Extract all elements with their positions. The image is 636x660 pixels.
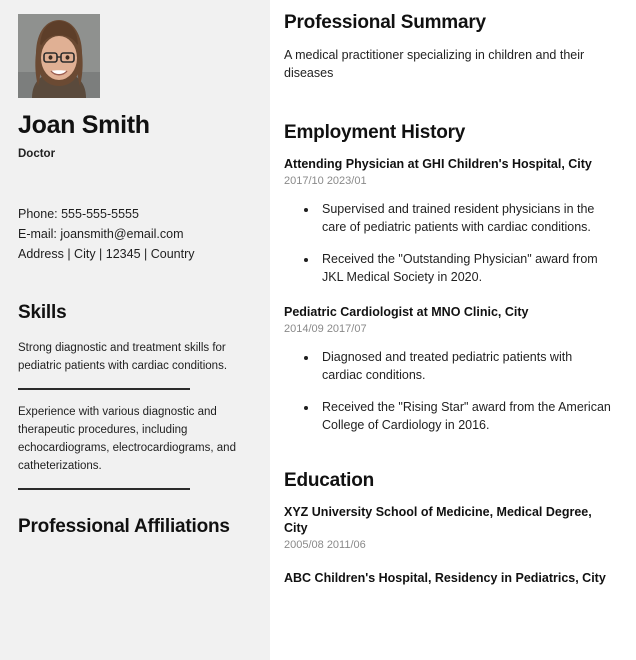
skills-section (18, 302, 252, 491)
entry-bullets (284, 348, 614, 434)
affiliations-section (18, 516, 252, 538)
entry-bullets (284, 200, 614, 286)
affiliations-heading: Professional Affiliations (18, 516, 230, 538)
education-entry (284, 570, 614, 586)
employment-entry (284, 304, 614, 434)
contact-address: Address | City | 12345 | Country (18, 246, 195, 261)
job-title: Doctor (18, 147, 56, 160)
avatar (18, 14, 100, 98)
list-item: • Received the "Rising Star" award from the American College of Cardiology in 2016. (318, 398, 614, 434)
entry-title: Attending Physician at GHI Children's Hospital, City (284, 157, 592, 171)
entry-dates: 2014/09 2017/07 (284, 323, 367, 335)
contact-details (18, 204, 252, 264)
summary-heading: Professional Summary (284, 12, 486, 33)
employment-history-section (284, 122, 614, 434)
main-content (270, 0, 636, 660)
contact-phone: Phone: 555-555-5555 (18, 206, 139, 221)
professional-summary-section (284, 12, 614, 82)
skills-heading: Skills (18, 301, 67, 323)
entry-dates: 2005/08 2011/06 (284, 539, 366, 551)
skill-item: Strong diagnostic and treatment skills for pediatric patients with cardiac conditions. (18, 342, 228, 373)
section-divider (18, 488, 190, 490)
list-item: • Diagnosed and treated pediatric patients with cardiac conditions. (318, 348, 614, 384)
skill-item: Experience with various diagnostic and therapeutic procedures, including echocardiograms, electrocardiograms, and catheterizations. (18, 406, 236, 473)
employment-entry (284, 156, 614, 286)
employment-heading: Employment History (284, 122, 466, 143)
page-title: Joan Smith (18, 111, 150, 139)
education-heading: Education (284, 470, 375, 491)
entry-title: Pediatric Cardiologist at MNO Clinic, City (284, 305, 529, 319)
education-entry (284, 504, 614, 552)
entry-title: XYZ University School of Medicine, Medical Degree, City (284, 505, 592, 535)
list-item: • Supervised and trained resident physicians in the care of pediatric patients with cardiac conditions. (318, 200, 614, 236)
education-section (284, 470, 614, 586)
entry-dates: 2017/10 2023/01 (284, 175, 367, 187)
summary-text: A medical practitioner specializing in children and their diseases (284, 48, 585, 80)
section-divider (18, 388, 190, 390)
list-item: • Received the "Outstanding Physician" award from JKL Medical Society in 2020. (318, 250, 614, 286)
contact-email: E-mail: joansmith@email.com (18, 226, 184, 241)
entry-title: ABC Children's Hospital, Residency in Pediatrics, City (284, 571, 606, 585)
sidebar (0, 0, 270, 660)
